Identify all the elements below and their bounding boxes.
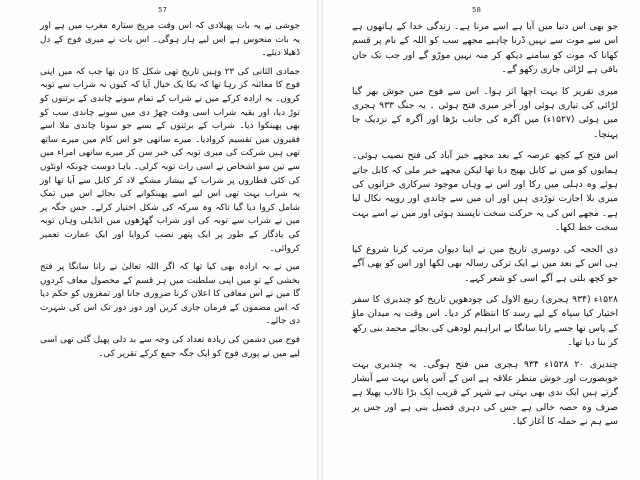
paragraph: فوج میں دشمن کی زیادہ تعداد کی وجہ سے بد دلی پھیل گئی تھی اسی لیے میں نے پوری فوج کو ایک جگہ جمع کرکے تقریر کی۔ [40,335,300,359]
paragraph: میں نے یہ ارادہ بھی کیا تھا کہ اگر اللہ تعالیٰ نے رانا سانگا پر فتح بخشی کے تو میں اپنی سلطنت میں ہر قسم کے محصول معاف کردوں گا میں نے اس معافی کا اعلان کرنا ضروری جانا اور تمغزوں کو حکم دیا کہ اس مضمون کے فرمان جاری کریں اور دور دور تک اس کی شہرت دی جائے۔ [40,262,300,327]
paragraph: جوشی نے یہ بات پھیلادی کہ اس وقت مریخ ستارہ مغرب میں ہے اور یہ بات منحوس ہے اس لیے ہار ہوگی۔ اس بات نے میری فوج کے دل ڈھیلا دیئے۔ [40,21,300,59]
paragraph: ذی الحجہ کی دوسری تاریخ میں نے اپنا دیوان مرتب کرنا شروع کیا ہی اس کے بعد میں نے ایک ترکی رسالہ بھی لکھا اور اس کو بھی آگے جو کچھ بلتی ہے آگے اسی کو شعر کہے۔ [352,243,618,284]
paragraph: اس فتح کے کچھ عرصہ کے بعد مجھے خیر آباد کی فتح نصیب ہوئی۔ ہمایوں کو میں نے کابل بھیج دیا تھا لیکن مجھے خبر ملی کہ کابل جاتے ہوئے وہ دہلی میں رکا اور اس نے وہاں موجود سرکاری خزانوں کی میری بلا اجازت توڑدی ہیں اور ان میں سے چاندی اور روپیہ نکال لیا ہے۔ مجھے اس کی یہ حرکت سخت ناپسند ہوئی اور میں نے اسے بہت سخت خط لکھا۔ [352,150,618,234]
page-number: 58 [472,6,481,14]
page-number: 57 [158,6,167,14]
paragraph: ۱۵۲۸ء (۹۳۴ ہجری) ربیع الاول کی چودھویں تاریخ کو چندیری کا سفر اختیار کیا سپاہ کے لیے رسد کا انتظام کر دیا۔ اس وقت یہ میدان ماؤ کے پاس تھا جسے رانا سانگا نے ابراہیم لودھی کی بجائے محمد بنی رکھ کر بنا دیا تھا۔ [352,293,618,349]
paragraph: میری تقریر کا بہت اچھا اثر ہوا۔ اس سے فوج میں جوش بھر گیا لڑائی کی تیاری ہوئی اور آخر میری فتح ہوئی ۔ یہ جنگ ۹۳۳ ہجری میں ہوئی (۱۵۲۷ء) میں آگرہ کی جانب بڑھا اور آگرہ کے نزدیک جا پہنچا۔ [352,85,618,140]
paragraph: جو بھی اس دنیا میں آیا ہے اسے مرنا ہے۔ زندگی خدا کے ہاتھوں ہے اس سے موت سے نہیں ڈرنا چاہیے مجھے سب کو اللہ کے نام پر قسم کھانا کہ موت کو سامنے دیکھ کر منہ نہیں موڑو گے اور جب تک جان باقی ہے لڑائی جاری رکھو گے۔ [352,21,618,76]
paragraph: جمادی الثانی کی ۲۳ وہیں تاریخ تھی شکل کا دن تھا جب کہ میں اپنی فوج کا معائنہ کر رہا تھا کہ یکا یک خیال آیا کہ کیوں نہ شراب سے توبہ کروں۔ یہ ارادہ کرکے میں نے شراب کے تمام سونے چاندی کے برتنوں کو توڑ دیا، اور بقیہ شراب اسی وقت چھڑ دی میں سونے چاندی سب کو بھی پھینکوا دیا۔ شراب کے برتنوں کے بسے جو سونا چاندی ملا اسے فقیروں میں تقسیم کروادیا۔ میرے ساتھی جو اس کام میں میرے ساتھ تھی ہیں شرکت کی میری توبہ کی خبر سن کر میرے ساتھی امراء میں سے تین سو اشخاص نے اسی رات توبہ کرلی۔ باہا دوست چونکہ اونٹوں کی کئی قطاروں پر شراب کے بیشار مشکے لاد کر کابل سے آیا تھا اور یہ شراب بہت تھی اس لیے اسے پھینکوانے کی بجائے اس میں تمک شامل کروا دیا گیا تاکہ وہ سرکہ کی شکل اختیار کرلے۔ جس جگہ پر میں نے شراب سے توبہ کی اور شراب گھڑھوں میں انڈیلی وہاں توبہ کی یادگار کے طور پر ایک پتھر نصب کروایا اور ایک عمارت تعمیر کروائی۔ [40,66,300,254]
paragraph: چندیری ۲۰ ۱۵۲۸ء ۹۳۴ ہجری میں فتح ہوگی۔ یہ چندیری بہت خوبصورت اور خوش منظر علاقہ ہے اس کے آس پاس بہت سے آبشار گرتے ہیں ایک ندی بھی بہتی ہے شہر کے قریب ایک بڑا تالاب پھیلا ہے صرف وہ حصہ خالی ہے جس کی دہری فصیل بنی ہے اور جس پر سے ہم نے حملہ کا آغاز کیا۔ [352,358,619,428]
right-page [322,0,640,480]
left-page [0,0,318,480]
